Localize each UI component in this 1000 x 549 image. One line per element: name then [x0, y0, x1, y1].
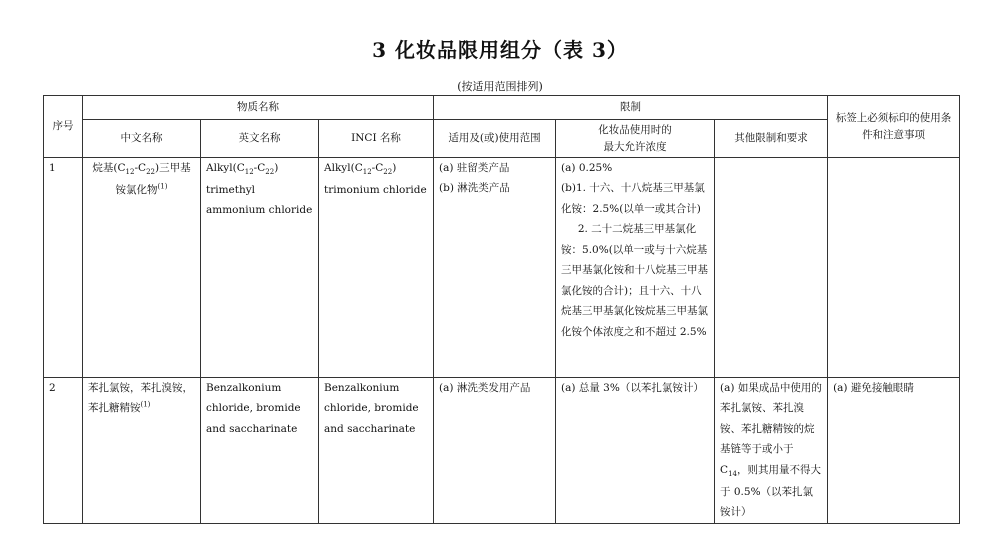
- page-title: 3 化妆品限用组分（表 3）: [372, 38, 628, 62]
- header-label-conditions: 标签上必须标印的使用条件和注意事项: [828, 96, 960, 158]
- header-chinese-name: 中文名称: [83, 120, 201, 158]
- scope-item: (a) 驻留类产品: [439, 162, 510, 174]
- max-conc-line: (b)1. 十六、十八烷基三甲基氯化铵：2.5%(以单一或其合计): [561, 182, 705, 215]
- header-max-concentration: 化妆品使用时的 最大允许浓度: [556, 120, 715, 158]
- scope-item: (a) 淋洗类发用产品: [439, 382, 531, 394]
- scope-item: (b) 淋洗类产品: [439, 182, 510, 195]
- max-conc-line: (a) 0.25%: [561, 162, 613, 174]
- table-subtitle: (按适用范围排列): [457, 80, 543, 93]
- header-inci-name: INCI 名称: [319, 120, 434, 158]
- cell-seq: 2: [44, 378, 83, 524]
- chinese-name-text: 苯扎氯铵，苯扎溴铵，苯扎糖精铵$^{(1)}$: [88, 382, 193, 415]
- cell-other-limits: [715, 158, 828, 378]
- cell-scope: [434, 158, 556, 378]
- max-conc-line: (a) 总量 3%（以苯扎氯铵计）: [561, 382, 704, 394]
- restricted-ingredients-table: [43, 95, 960, 524]
- cell-label-conditions: [828, 158, 960, 378]
- inci-name-text: $Alkyl(C_{12}-C_{22})$ trimonium chloride: [324, 162, 427, 196]
- cell-scope: [434, 378, 556, 524]
- header-seq: 序号: [44, 96, 83, 158]
- header-other-limits: 其他限制和要求: [715, 120, 828, 158]
- cell-max-concentration: [556, 378, 715, 524]
- cell-inci-name: Benzalkonium chloride, bromide and saccharinate: [319, 378, 434, 524]
- table-row: [44, 378, 960, 524]
- table-row: [44, 158, 960, 378]
- english-name-text: $Alkyl(C_{12}-C_{22})$ trimethyl ammonium chloride: [206, 162, 313, 217]
- header-limits: 限制: [434, 96, 828, 120]
- cell-chinese-name: [83, 158, 201, 378]
- cell-label-conditions: (a) 避免接触眼睛: [828, 378, 960, 524]
- header-scope: 适用及(或)使用范围: [434, 120, 556, 158]
- cell-max-concentration: [556, 158, 715, 378]
- cell-english-name: [201, 158, 319, 378]
- cell-english-name: Benzalkonium chloride, bromide and saccharinate: [201, 378, 319, 524]
- cell-inci-name: [319, 158, 434, 378]
- other-limits-text: (a) 如果成品中使用的苯扎氯铵、苯扎溴铵、苯扎糖精铵的烷基链等于或小于 $C_{14}$，则其用量不得大于 0.5%（以苯扎氯铵计）: [720, 382, 822, 519]
- header-english-name: 英文名称: [201, 120, 319, 158]
- cell-seq: 1: [44, 158, 83, 378]
- chinese-name-text: 烷基$(C_{12}-C_{22})$三甲基铵氯化物$^{(1)}$: [92, 162, 191, 196]
- cell-other-limits: [715, 378, 828, 524]
- max-conc-line: 2. 二十二烷基三甲基氯化铵：5.0%(以单一或与十六烷基三甲基氯化铵和十八烷基三甲基氯化铵的合计)；且十六、十八烷基三甲基氯化铵烷基三甲基氯化铵个体浓度之和不超过 2.5%: [561, 223, 709, 338]
- header-substance-name: 物质名称: [83, 96, 434, 120]
- cell-chinese-name: [83, 378, 201, 524]
